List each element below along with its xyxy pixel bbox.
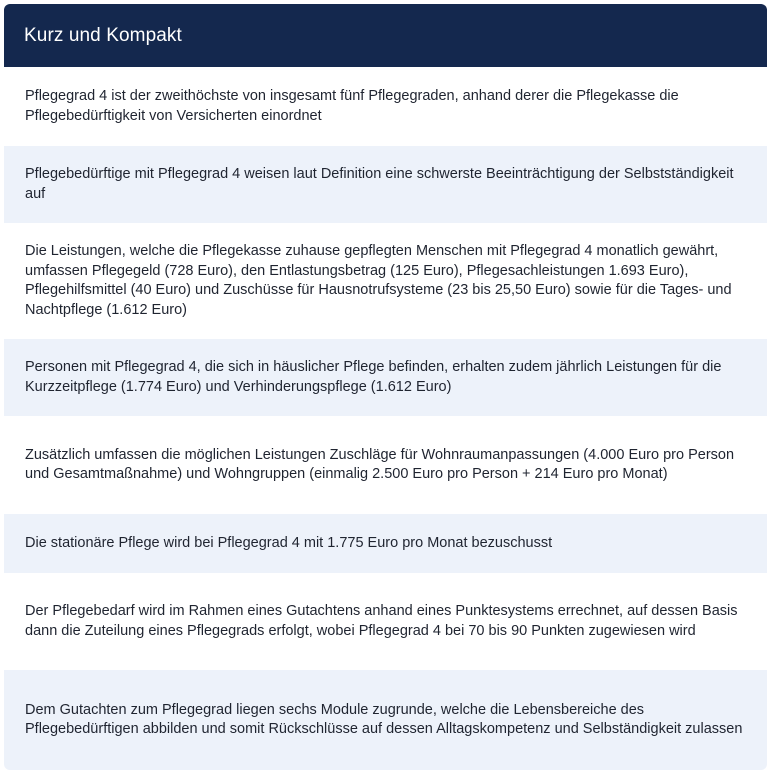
summary-item-text: Die Leistungen, welche die Pflegekasse zuhause gepflegten Menschen mit Pflegegrad 4 monatlich gewährt, umfassen Pflegegeld (728 Euro), den Entlastungsbetrag (125 Euro), Pflegesachleistungen 1.693 Euro), Pflegehilfsmittel (40 Euro) und Zuschüsse für Hausnotrufsysteme (23 bis 25,50 Euro) sowie für die Tages- und Nachtpflege (1.612 Euro) bbox=[25, 243, 732, 318]
summary-item-text: Der Pflegebedarf wird im Rahmen eines Gutachtens anhand eines Punktesystems errechnet, auf dessen Basis dann die Zuteilung eines Pflegegrads erfolgt, wobei Pflegegrad 4 bei 70 bis 90 Punkten zugewiesen wird bbox=[25, 603, 738, 639]
summary-item-1 bbox=[4, 67, 767, 146]
summary-item-2 bbox=[4, 146, 767, 223]
summary-item-text: Die stationäre Pflege wird bei Pflegegrad 4 mit 1.775 Euro pro Monat bezuschusst bbox=[25, 534, 553, 551]
summary-card bbox=[4, 4, 767, 770]
summary-item-text: Zusätzlich umfassen die möglichen Leistungen Zuschläge für Wohnraumanpassungen (4.000 Euro pro Person und Gesamtmaßnahme) und Wohngruppen (einmalig 2.500 Euro pro Person + 214 Euro pro Monat) bbox=[25, 446, 735, 482]
summary-item-4 bbox=[4, 339, 767, 416]
summary-item-8 bbox=[4, 670, 767, 770]
summary-item-7 bbox=[4, 573, 767, 670]
summary-item-6 bbox=[4, 514, 767, 573]
summary-item-text: Pflegebedürftige mit Pflegegrad 4 weisen laut Definition eine schwerste Beeinträchtigung der Selbstständigkeit auf bbox=[25, 166, 734, 202]
card-title: Kurz und Kompakt bbox=[24, 24, 182, 46]
summary-item-3 bbox=[4, 223, 767, 339]
summary-item-text: Pflegegrad 4 ist der zweithöchste von insgesamt fünf Pflegegraden, anhand derer die Pflegekasse die Pflegebedürftigkeit von Versicherten einordnet bbox=[25, 88, 679, 124]
summary-item-text: Dem Gutachten zum Pflegegrad liegen sechs Module zugrunde, welche die Lebensbereiche des Pflegebedürftigen abbilden und somit Rückschlüsse auf dessen Alltagskompetenz und Selbständigkeit zulassen bbox=[25, 701, 743, 737]
summary-item-5 bbox=[4, 416, 767, 514]
summary-item-text: Personen mit Pflegegrad 4, die sich in häuslicher Pflege befinden, erhalten zudem jährlich Leistungen für die Kurzzeitpflege (1.774 Euro) und Verhinderungspflege (1.612 Euro) bbox=[25, 359, 722, 395]
card-header bbox=[4, 4, 767, 67]
summary-list bbox=[4, 67, 767, 770]
